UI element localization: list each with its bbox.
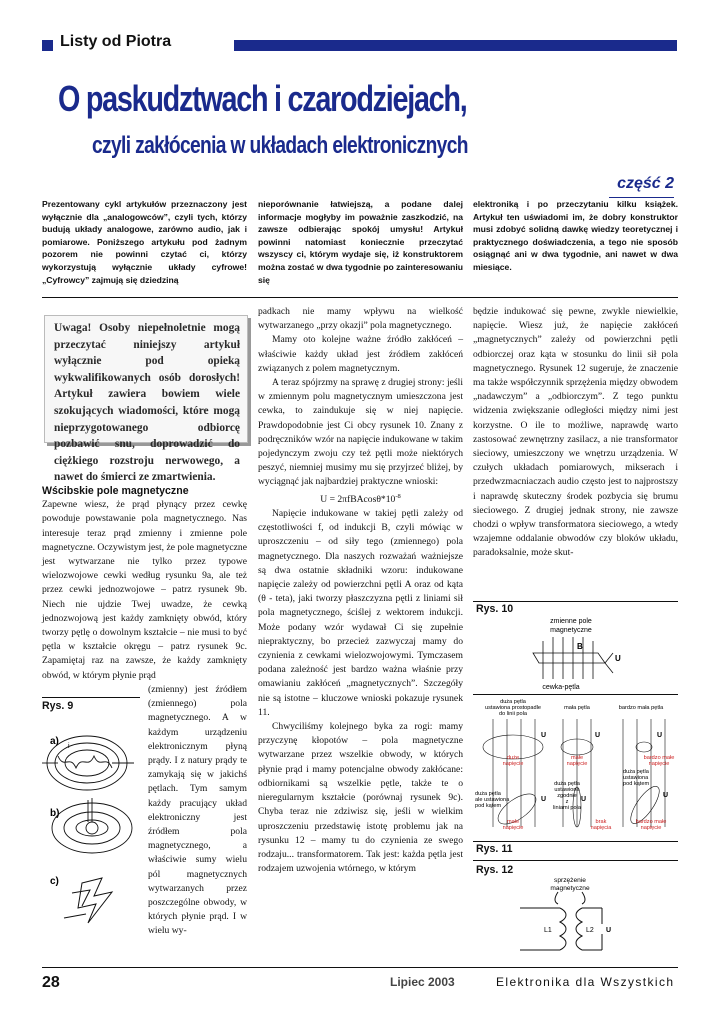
paragraph: (zmienny) jest źródłem (zmiennego) pola magnetycznego. A w każdym urządzeniu elektronicznym płyną prądy. I z natury prądy te zamykają się w jakichś pętlach. Tym samym każdy pracujący układ elektroniczny jest źródłem pola magnetycznego, a właściwie sumy wielu pól magnetycznych wytwarzanych przez poszczególne obwody, w których płynie prąd. I w wielu wy- (148, 684, 247, 937)
fig11-r2b: napięcie (566, 761, 588, 767)
fig12-transformer (520, 892, 602, 950)
fig11-r4: małe (506, 819, 520, 825)
fig12-l1: L1 (544, 927, 552, 934)
fig11-r6: bardzo małe (635, 819, 667, 825)
fig11-rule (473, 841, 678, 842)
section-heading: Wścibskie pole magnetyczne (42, 485, 189, 497)
part-number: część 2 (617, 175, 674, 192)
fig10-drawing (473, 613, 678, 693)
paragraph: Zapewne wiesz, że prąd płynący przez cewkę powoduje powstawanie pola magnetycznego. Nas interesuje teraz prąd zmienny i zmienne pole magnetyczne. Oczywistym jest, że pole magnetyczne jest wytwarzane nie tylko przez typowe wielozwojowe cewki według rysunku 9a, ale też przez cewki jednozwojowe – patrz rysunek 9b. Niech nie ujdzie Twej uwadze, że cewką jednozwojową jest każdy zamknięty obwód, który tworzy pętlę o dowolnym kształcie – nie musi to być pętla w kształcie okręgu – patrz rysunek 9c. Zapamiętaj raz na zawsze, że każdy zamknięty obwód, w którym płynie prąd (42, 499, 247, 681)
paragraph: Chwyciliśmy kolejnego byka za rogi: mamy przyczynę kłopotów – pola magnetyczne wytwarzane przez wszelkie obwody, w których płynie prąd i mamy potencjalne obwody zakłócane: odbiornikami są wszelkie pętle, także te o nieregularnym kształcie (porównaj rysunek 9c). Chyba teraz nie zdziwisz się, jeśli w wielkim uproszczeniu przedstawię istotę problemu jak na rysunku 12 – mamy tu do czynienia ze swego rodzaju... transformatorem. Tak jest: każda pętla jest rodzajem uzwojenia wtórnego, w którym (258, 721, 463, 875)
fig11-r5b: napięcia (590, 825, 612, 831)
fig11-t4c: pod kątem (475, 803, 502, 809)
fig11-r1b: napięcie (502, 761, 524, 767)
fig12-coupling-2: magnetyczne (550, 885, 590, 892)
fig11-t2: mała pętla (564, 705, 590, 711)
fig10-rule (473, 601, 678, 602)
fig9-rule (42, 697, 140, 698)
issue-date: Lipiec 2003 (390, 975, 455, 989)
fig12-u: U (606, 927, 612, 934)
fig10-b: B (577, 642, 583, 651)
fig11-r3b: napięcie (648, 761, 670, 767)
section-marker (42, 40, 53, 51)
formula-text: U = 2πfBAcosθ*10 (320, 493, 396, 505)
fig11-u: U (541, 732, 547, 739)
fig11-t4b: ale ustawiona (475, 797, 510, 803)
paragraph: będzie indukować się pewne, zwykle niewielkie, napięcie. Wiesz już, że napięcie zakłóceń „magnetycznych” zależy od powierzchni pętli odbiorczej oraz kąta w stosunku do linii sił pola magnetycznego. Rysunek 12 sugeruje, że znaczenie ma także współczynnik sprzężenia między obwodem „nadawczym” a „odbiorczym”. Z tego punktu widzenia zwiększanie odległości między nimi jest korzystne. O ile to możliwe, naprawdę warto zastosować zewnętrzny zasilacz, a nie transformator sieciowy, umieszczony we wnętrzu urządzenia. W czułych układach pomiarowych, mikserach i przedwzmacniaczach audio często jest to najprostszy i naprawdę skuteczny środek pozbycia się brumu sieciowego. Z drugiej jednak strony, nie zawsze chodzi o wpływ transformatora sieciowego, a wtedy wzajemne oddalanie obwodów czy bloków układu, paradoksalnie, może skut- (473, 306, 678, 559)
fig11-u: U (657, 732, 663, 739)
paragraph: Mamy oto kolejne ważne źródło zakłóceń – właściwie każdy układ jest źródłem zakłóceń związanych z polem magnetycznym. (258, 334, 463, 374)
fig11-t5: duża pętla (554, 781, 580, 787)
fig9b-label: b) (50, 808, 60, 819)
column-2 (258, 305, 463, 876)
fig11-r3: bardzo małe (643, 755, 675, 761)
fig12-label: Rys. 12 (476, 864, 514, 876)
fig11-r6b: napięcie (640, 825, 662, 831)
fig12-l2: L2 (586, 927, 594, 934)
fig10-field-line2: magnetyczne (550, 627, 592, 634)
page-number: 28 (42, 974, 60, 991)
fig11-t6c: pod kątem (623, 781, 650, 787)
fig11-r1: duże (506, 755, 520, 761)
column-1-narrow (148, 683, 247, 939)
fig11-label: Rys. 11 (476, 843, 513, 855)
fig10-loop: cewka-pętla (542, 684, 580, 691)
fig11-drawing (473, 697, 678, 839)
intro-col-3: elektroniką i po przeczytaniu kilku książek. Artykuł ten uświadomi im, że dobry konstruktor musi zdobyć solidną dawkę wiedzy teoretycznej i praktycznego doświadczenia, a tego nie sposób osiągnąć ani w dwa tygodnie, ani nawet w dwa miesiące. (473, 199, 678, 272)
fig11-u: U (541, 796, 547, 803)
fig10-label: Rys. 10 (476, 603, 514, 615)
fig11-t5e: liniami pola (553, 805, 581, 811)
article-subtitle: czyli zakłócenia w układach elektronicznych (92, 132, 468, 159)
fig11-t5d: z (565, 799, 569, 805)
column-3 (473, 305, 678, 561)
fig11-t6: duża pętla (623, 769, 649, 775)
column-1 (42, 484, 247, 683)
fig9a-label: a) (50, 736, 59, 747)
fig9a-current: i (68, 743, 70, 750)
fig11-t4: duża pętla (475, 791, 501, 797)
fig12-drawing (520, 874, 670, 956)
fig9-drawing (42, 718, 142, 948)
paragraph: padkach nie mamy wpływu na wielkość wytwarzanego „przy okazji” pola magnetycznego. (258, 306, 463, 332)
induction-formula (258, 490, 463, 507)
intro-col-2: nieporównanie łatwiejszą, a podane dalej informacje mogłyby im poważnie zaszkodzić, na zawsze odbierając spokój umysłu! Artykuł powinni natomiast koniecznie przeczytać wszyscy ci, którym wydaje się, iż konstruktorem można zostać w dwa tygodnie po zainteresowaniu się (258, 199, 463, 285)
fig11-t5c: zgodnie (557, 793, 577, 799)
fig10-field-lines (533, 637, 613, 679)
fig10-field-line1: zmienne pole (550, 618, 592, 625)
fig11-u: U (663, 792, 669, 799)
fig9-label: Rys. 9 (42, 700, 74, 712)
fig11-t1: duża pętla (500, 699, 526, 705)
article-title: O paskudztwach i czarodziejach, (58, 78, 467, 119)
fig11-r2: małe (570, 755, 584, 761)
fig11-t3: bardzo mała pętla (618, 705, 664, 711)
paragraph: Napięcie indukowane w takiej pętli zależy od częstotliwości f, od indukcji B, czyli mówiąc w uproszczeniu – od siły tego (zmiennego) pola magnetycznego. Dla naszych rozważań ważniejsze są dwa ostatnie składniki wzoru: indukowane napięcie zależy od powierzchni pętli A oraz od kąta (θ - teta), jaki tworzy płaszczyzna pętli z liniami sił pola magnetycznego, ściślej z wektorem indukcji. Może podany wzór wydawał Ci się zupełnie niepraktyczny, bo przecież zazwyczaj mamy do czynienia z cewkami wielozwojowymi. Tymczasem podana zależność jest bardzo ważna właśnie przy omawianiu zakłóceń „magnetycznych”. Szczegóły nie są istotne – kluczowe wnioski pokazuje rysunek 11. (258, 508, 463, 718)
fig11-top-rule (473, 694, 678, 695)
magazine-name: Elektronika dla Wszystkich (496, 975, 675, 989)
fig12-rule (473, 860, 678, 861)
fig11-t5b: ustawiona (554, 787, 580, 793)
footer-rule (42, 967, 678, 968)
formula-exponent: -8 (395, 492, 401, 500)
fig11-r5: brak (595, 819, 607, 825)
fig10-u: U (615, 654, 621, 663)
fig11-t1c: do linii pola (499, 711, 527, 717)
intro-divider (42, 297, 678, 298)
fig11-u: U (595, 732, 601, 739)
fig12-coupling-1: sprzężenie (554, 877, 586, 884)
fig11-t1b: ustawiona prostopadle (485, 705, 541, 711)
fig9c-label: c) (50, 876, 59, 887)
fig11-t6b: ustawiona (623, 775, 649, 781)
section-rule (234, 40, 677, 51)
fig11-u: U (581, 796, 587, 803)
fig9b-loop (52, 798, 132, 853)
intro-col-1: Prezentowany cykl artykułów przeznaczony jest wyłącznie dla „analogowców”, czyli tych, którzy budują układy analogowe, zarówno audio, jak i pomiarowe. Poniższego artykułu pod żadnym pozorem nie powinni czytać ci, którzy wykorzystują wyłącznie układy cyfrowe! „Cyfrowcy” zajmują się dziedziną (42, 199, 247, 285)
fig9c-loop (64, 878, 112, 923)
section-label: Listy od Piotra (60, 33, 172, 50)
warning-text: Uwaga! Osoby niepełnoletnie mogą przeczytać niniejszy artykuł wyłącznie pod opieką wykwalifikowanych osób dorosłych! Artykuł zawiera bowiem wiele szokujących wiadomości, które mogą nieprzygotowanego odbiorcę pozbawić snu, doprowadzić do ciężkiego rozstroju nerwowego, a nawet do śmierci ze zmartwienia. (54, 322, 240, 484)
fig11-r4b: napięcie (502, 825, 524, 831)
paragraph: A teraz spójrzmy na sprawę z drugiej strony: jeśli w zmiennym polu magnetycznym umieszczona jest cewka, to zaindukuje się w niej napięcie. Prawdopodobnie jest Ci obcy rysunek 10. Znany z podręczników wzór na napięcie indukowane w takim pojedynczym zwoju czy też pętli może niektórych peszyć, niemniej musimy mu się przyjrzeć bliżej, by wyciągnąć jak najbardziej praktyczne wnioski: (258, 377, 463, 488)
